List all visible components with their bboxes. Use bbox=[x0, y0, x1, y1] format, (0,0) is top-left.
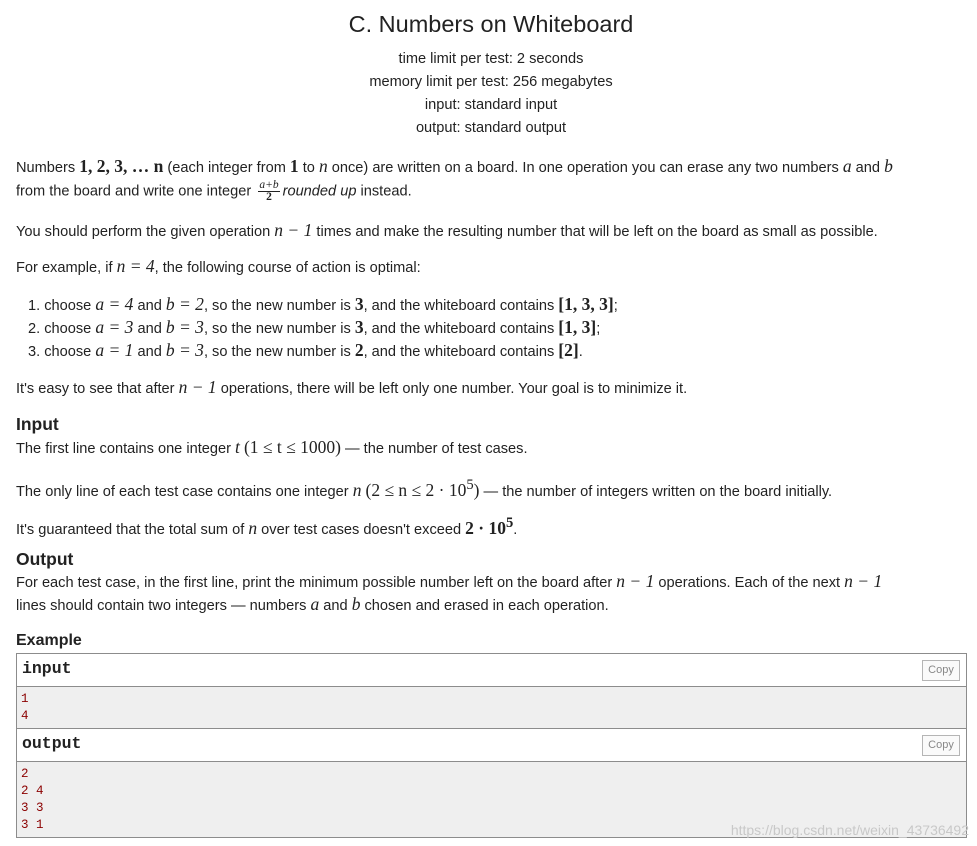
output-description: For each test case, in the first line, print the minimum possible number left on the board after n − 1 operations. Each of the next n − 1 lines should contain two integers — numbers a and b chosen and erased in each operation. bbox=[16, 571, 883, 614]
copy-input-button[interactable]: Copy bbox=[922, 660, 960, 681]
example-output-header bbox=[17, 729, 966, 762]
input-line: 4 bbox=[21, 709, 29, 723]
example-heading: Example bbox=[16, 632, 82, 649]
fraction: $\frac{a+b}{2}$ bbox=[259, 179, 279, 203]
statement-paragraph-2: You should perform the given operation n − 1 times and make the resulting number that will be left on the board as small as possible. bbox=[16, 220, 878, 240]
input-line-3: It's guaranteed that the total sum of n over test cases doesn't exceed $2 \cdot 10^5$. bbox=[16, 515, 518, 538]
input-line-1: The first line contains one integer t (1 ≤ t ≤ 1000) — the number of test cases. bbox=[16, 437, 528, 457]
example-input-label: input bbox=[22, 659, 72, 678]
example-input-header bbox=[17, 654, 966, 687]
example-output-label: output bbox=[22, 734, 82, 753]
output-line: 2 4 bbox=[21, 784, 44, 798]
problem-title: C. Numbers on Whiteboard bbox=[348, 11, 634, 37]
memory-limit: memory limit per test: 256 megabytes bbox=[369, 74, 613, 90]
list-item: 3. choose a = 1 and b = 3, so the new number is 2, and the whiteboard contains [2]. bbox=[28, 340, 583, 360]
output-file: output: standard output bbox=[415, 120, 567, 136]
statement-paragraph-4: It's easy to see that after n − 1 operations, there will be left only one number. Your goal is to minimize it. bbox=[16, 377, 688, 397]
input-line-2: The only line of each test case contains one integer n $(2 \le n \le 2 \cdot 10^5)$ — the number of integers written on the board initially. bbox=[16, 477, 833, 500]
statement-paragraph-3: For example, if n = 4, the following course of action is optimal: bbox=[16, 256, 421, 276]
output-line: 3 3 bbox=[21, 801, 44, 815]
list-item: 2. choose a = 3 and b = 3, so the new number is 3, and the whiteboard contains [1, 3]; bbox=[28, 317, 601, 337]
time-limit: time limit per test: 2 seconds bbox=[398, 51, 584, 67]
copy-output-button[interactable]: Copy bbox=[922, 735, 960, 756]
statement-paragraph-1: Numbers 1, 2, 3, … n (each integer from 1 to n once) are written on a board. In one operation you can erase any two numbers a and b from the board and write one integer $\frac{a+b}{2}$ rounded up instead. bbox=[16, 156, 893, 203]
steps-list bbox=[28, 293, 618, 362]
output-line: 2 bbox=[21, 767, 29, 781]
output-line: 3 1 bbox=[21, 818, 44, 832]
example-input-content bbox=[17, 687, 966, 725]
example-input-box bbox=[16, 653, 967, 729]
input-file: input: standard input bbox=[424, 97, 558, 113]
input-heading: Input bbox=[16, 414, 59, 434]
input-line: 1 bbox=[21, 692, 29, 706]
watermark: https://blog.csdn.net/weixin_43736492 bbox=[730, 822, 969, 838]
output-heading: Output bbox=[16, 549, 74, 569]
list-item: 1. choose a = 4 and b = 2, so the new number is 3, and the whiteboard contains [1, 3, 3]; bbox=[28, 294, 618, 314]
